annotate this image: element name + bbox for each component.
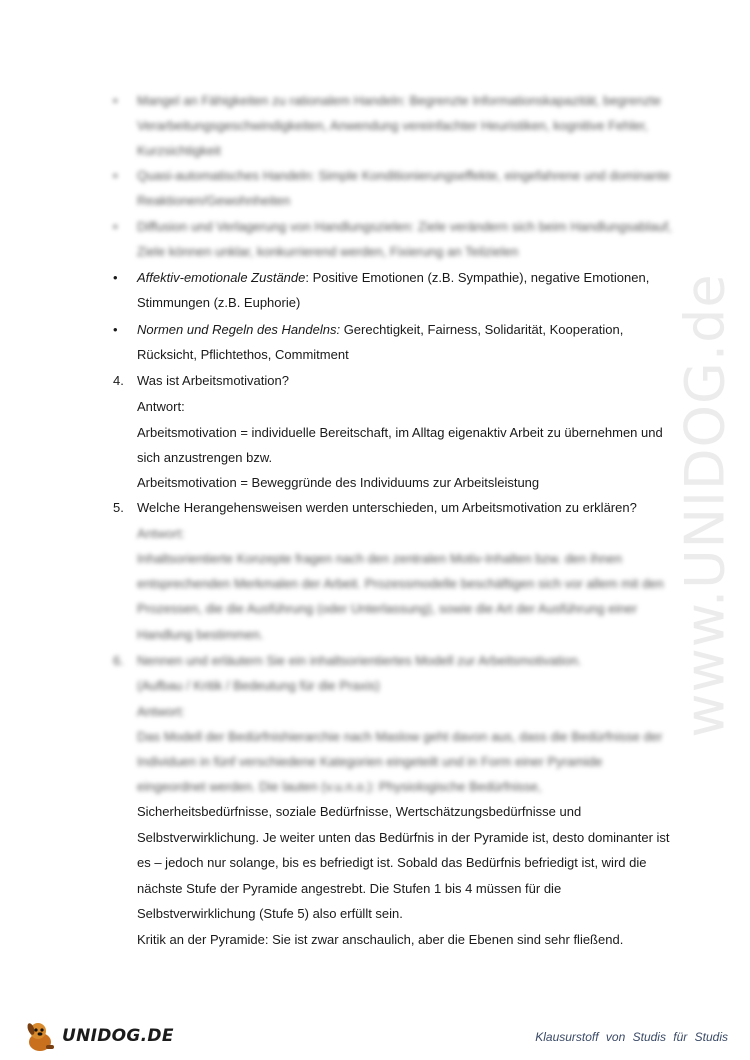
bullet-normen-term: Normen und Regeln des Handelns: [137, 322, 341, 337]
footer-tagline: Klausurstoff von Studis für Studis [535, 1030, 728, 1044]
footer-logo[interactable] [22, 1018, 182, 1054]
bullet-dot: • [113, 270, 118, 285]
question-5-text: Welche Herangehensweisen werden unterschieden, um Arbeitsmotivation zu erklären? [137, 500, 637, 515]
bullet-normen-text: Gerechtigkeit, Fairness, Solidarität, Kooperation, [340, 322, 624, 337]
watermark [675, 270, 735, 740]
question-5-number: 5. [113, 500, 124, 515]
bullet-affektiv-text: : Positive Emotionen (z.B. Sympathie), negative Emotionen, [305, 270, 650, 285]
logo-text: UNIDOG.DE [62, 1026, 174, 1046]
bullet-dot: • [113, 219, 118, 234]
question-6-number: 6. [113, 653, 124, 668]
question-4-text: Was ist Arbeitsmotivation? [137, 373, 289, 388]
dog-mascot-icon [22, 1018, 58, 1054]
bullet-1-line-1: Mangel an Fähigkeiten zu rationalem Handeln: Begrenzte Informationskapazität, begrenzte [137, 93, 661, 108]
bullet-affektiv-term: Affektiv-emotionale Zustände [137, 270, 306, 285]
bullet-dot: • [113, 93, 118, 108]
watermark-text: www.UNIDOG.de [673, 272, 737, 738]
bullet-dot: • [113, 168, 118, 183]
bullet-dot: • [113, 322, 118, 337]
question-4-number: 4. [113, 373, 124, 388]
document-page: www.UNIDOG.de • Mangel an Fähigkeiten zu rationalem Handeln: Begrenzte Informationskapazität, begrenzte Verarbeitungsgeschwindigkeiten, Anwendung vereinfachter Heuristiken, kognitive Fehler, Kurzsichtigkeit • Quasi-automatisches Handeln: Simple Konditionierungseffekte, eingefahrene und dominante Reaktionen/Gewohnheiten • Diffusion und Verlagerung von Handlungszielen: Ziele verändern sich beim Handlungsablauf, Ziele können unklar, konkurrierend werden, Fixierung an Teilzielen • Affektiv-emotionale Zustände: Positive Emotionen (z.B. Sympathie), negative Emotionen, Stimmungen (z.B. Euphorie) • Normen und Regeln des Handelns: Gerechtigkeit, Fairness, Solidarität, Kooperation, Rücksicht, Pflichtethos, Commitment 4. Was ist Arbeitsmotivation? Antwort: Arbeitsmotivation = individuelle Bereitschaft, im Alltag eigenaktiv Arbeit zu übernehmen und sich anzustrengen bzw. Arbeitsmotivation = Beweggründe des Individuums zur Arbeitsleistung 5. Welche Herangehensweisen werden unterschieden, um Arbeitsmotivation zu erklären? Antwort: Inhaltsorientierte Konzepte fragen nach den zentralen Motiv-Inhalten bzw. den ihnen entsprechenden Merkmalen der Arbeit. Prozessmodelle beschäftigen sich vor allem mit den Prozessen, die die Ausführung (oder Unterlassung), sowie die Art der Ausführung einer Handlung bestimmen. 6. Nennen und erläutern Sie ein inhaltsorientiertes Modell zur Arbeitsmotivation. (Aufbau / Kritik / Bedeutung für die Praxis) Antwort: Das Modell der Bedürfnishierarchie nach Maslow geht davon aus, dass die Bedürfnisse der Individuen in fünf verschiedene Kategorien eingeteilt und in Form einer Pyramide eingeordnet werden. Die lauten (v.u.n.o.): Physiologische Bedürfnisse, Sicherheitsbedürfnisse, soziale Bedürfnisse, Wertschätzungsbedürfnisse und Selbstverwirklichung. Je weiter unten das Bedürfnis in der Pyramide ist, desto dominanter ist es – jedoch nur solange, bis es befriedigt ist. Sobald das Bedürfnis befriedigt ist, wird die nächste Stufe der Pyramide angestrebt. Die Stufen 1 bis 4 müssen für die Selbstverwirklichung (Stufe 5) also erfüllt sein. Kritik an der Pyramide: Sie ist zwar anschaulich, aber die Ebenen sind sehr fließend. UNIDOG.DE Klausurstoff von Studis für Studis [0, 0, 750, 1060]
